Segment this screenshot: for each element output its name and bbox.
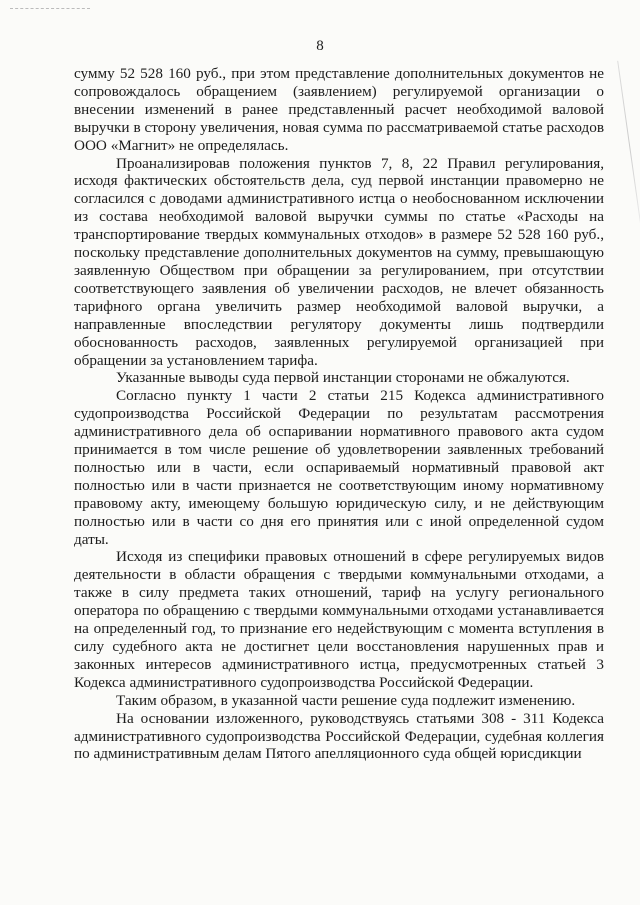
paragraph-not-appealed: Указанные выводы суда первой инстанции сторонами не обжалуются.: [116, 369, 570, 387]
paragraph-conclusion: Таким образом, в указанной части решение суда подлежит изменению.: [116, 691, 576, 709]
document-body: [74, 65, 604, 763]
page-number: 8: [316, 38, 324, 54]
paragraph-legal-basis: Согласно пункту 1 части 2 статьи 215 Кодекса административного судопроизводства Российской Федерации по результатам рассмотрения административного дела об оспаривании нормативного правового акта судом принимается в том числе решение об удовлетворении заявленных требований полностью или в части, если оспариваемый нормативный правовой акт полностью или в части признается не соответствующим иному нормативному правовому акту, имеющему большую юридическую силу, и не действующим полностью или в части со дня его принятия или с иной определенной судом даты.: [74, 387, 604, 548]
scan-edge-mark: [617, 61, 640, 229]
paragraph-specifics: Исходя из специфики правовых отношений в сфере регулируемых видов деятельности в области обращения с твердыми коммунальными отходами, а также в силу предмета таких отношений, тариф на услугу регионального оператора по обращению с твердыми коммунальными отходами устанавливается на определенный год, то признание его недействующим с момента вступления в силу судебного акта не достигнет цели восстановления нарушенных прав и законных интересов административного истца, предусмотренных статьей 3 Кодекса административного судопроизводства Российской Федерации.: [74, 548, 604, 691]
paragraph-analysis: Проанализировав положения пунктов 7, 8, 22 Правил регулирования, исходя фактических обстоятельств дела, суд первой инстанции правомерно не согласился с доводами административного истца о необоснованном исключении из состава необходимой валовой выручки суммы по статье «Расходы на транспортирование твердых коммунальных отходов» в размере 52 528 160 руб., поскольку представление дополнительных документов на сумму, превышающую заявленную Обществом при обращении за регулированием, при отсутствии соответствующего заявления об увеличении расходов, не влечет обязанность тарифного органа увеличить размер необходимой валовой выручки, а направленные впоследствии регулятору документы лишь подтвердили обоснованность расходов, заявленных регулируемой организацией при обращении за установлением тарифа.: [74, 154, 604, 369]
paragraph-continuation: сумму 52 528 160 руб., при этом представление дополнительных документов не сопровождалось обращением (заявлением) регулируемой организации о внесении изменений в ранее представленный расчет необходимой валовой выручки в сторону увеличения, новая сумма по рассматриваемой статье расходов ООО «Магнит» не определялась.: [74, 65, 604, 154]
paragraph-ruling-intro: На основании изложенного, руководствуясь статьями 308 - 311 Кодекса административного судопроизводства Российской Федерации, судебная коллегия по административным делам Пятого апелляционного суда общей юрисдикции: [74, 709, 604, 763]
scan-artifact-mark: [10, 8, 90, 9]
